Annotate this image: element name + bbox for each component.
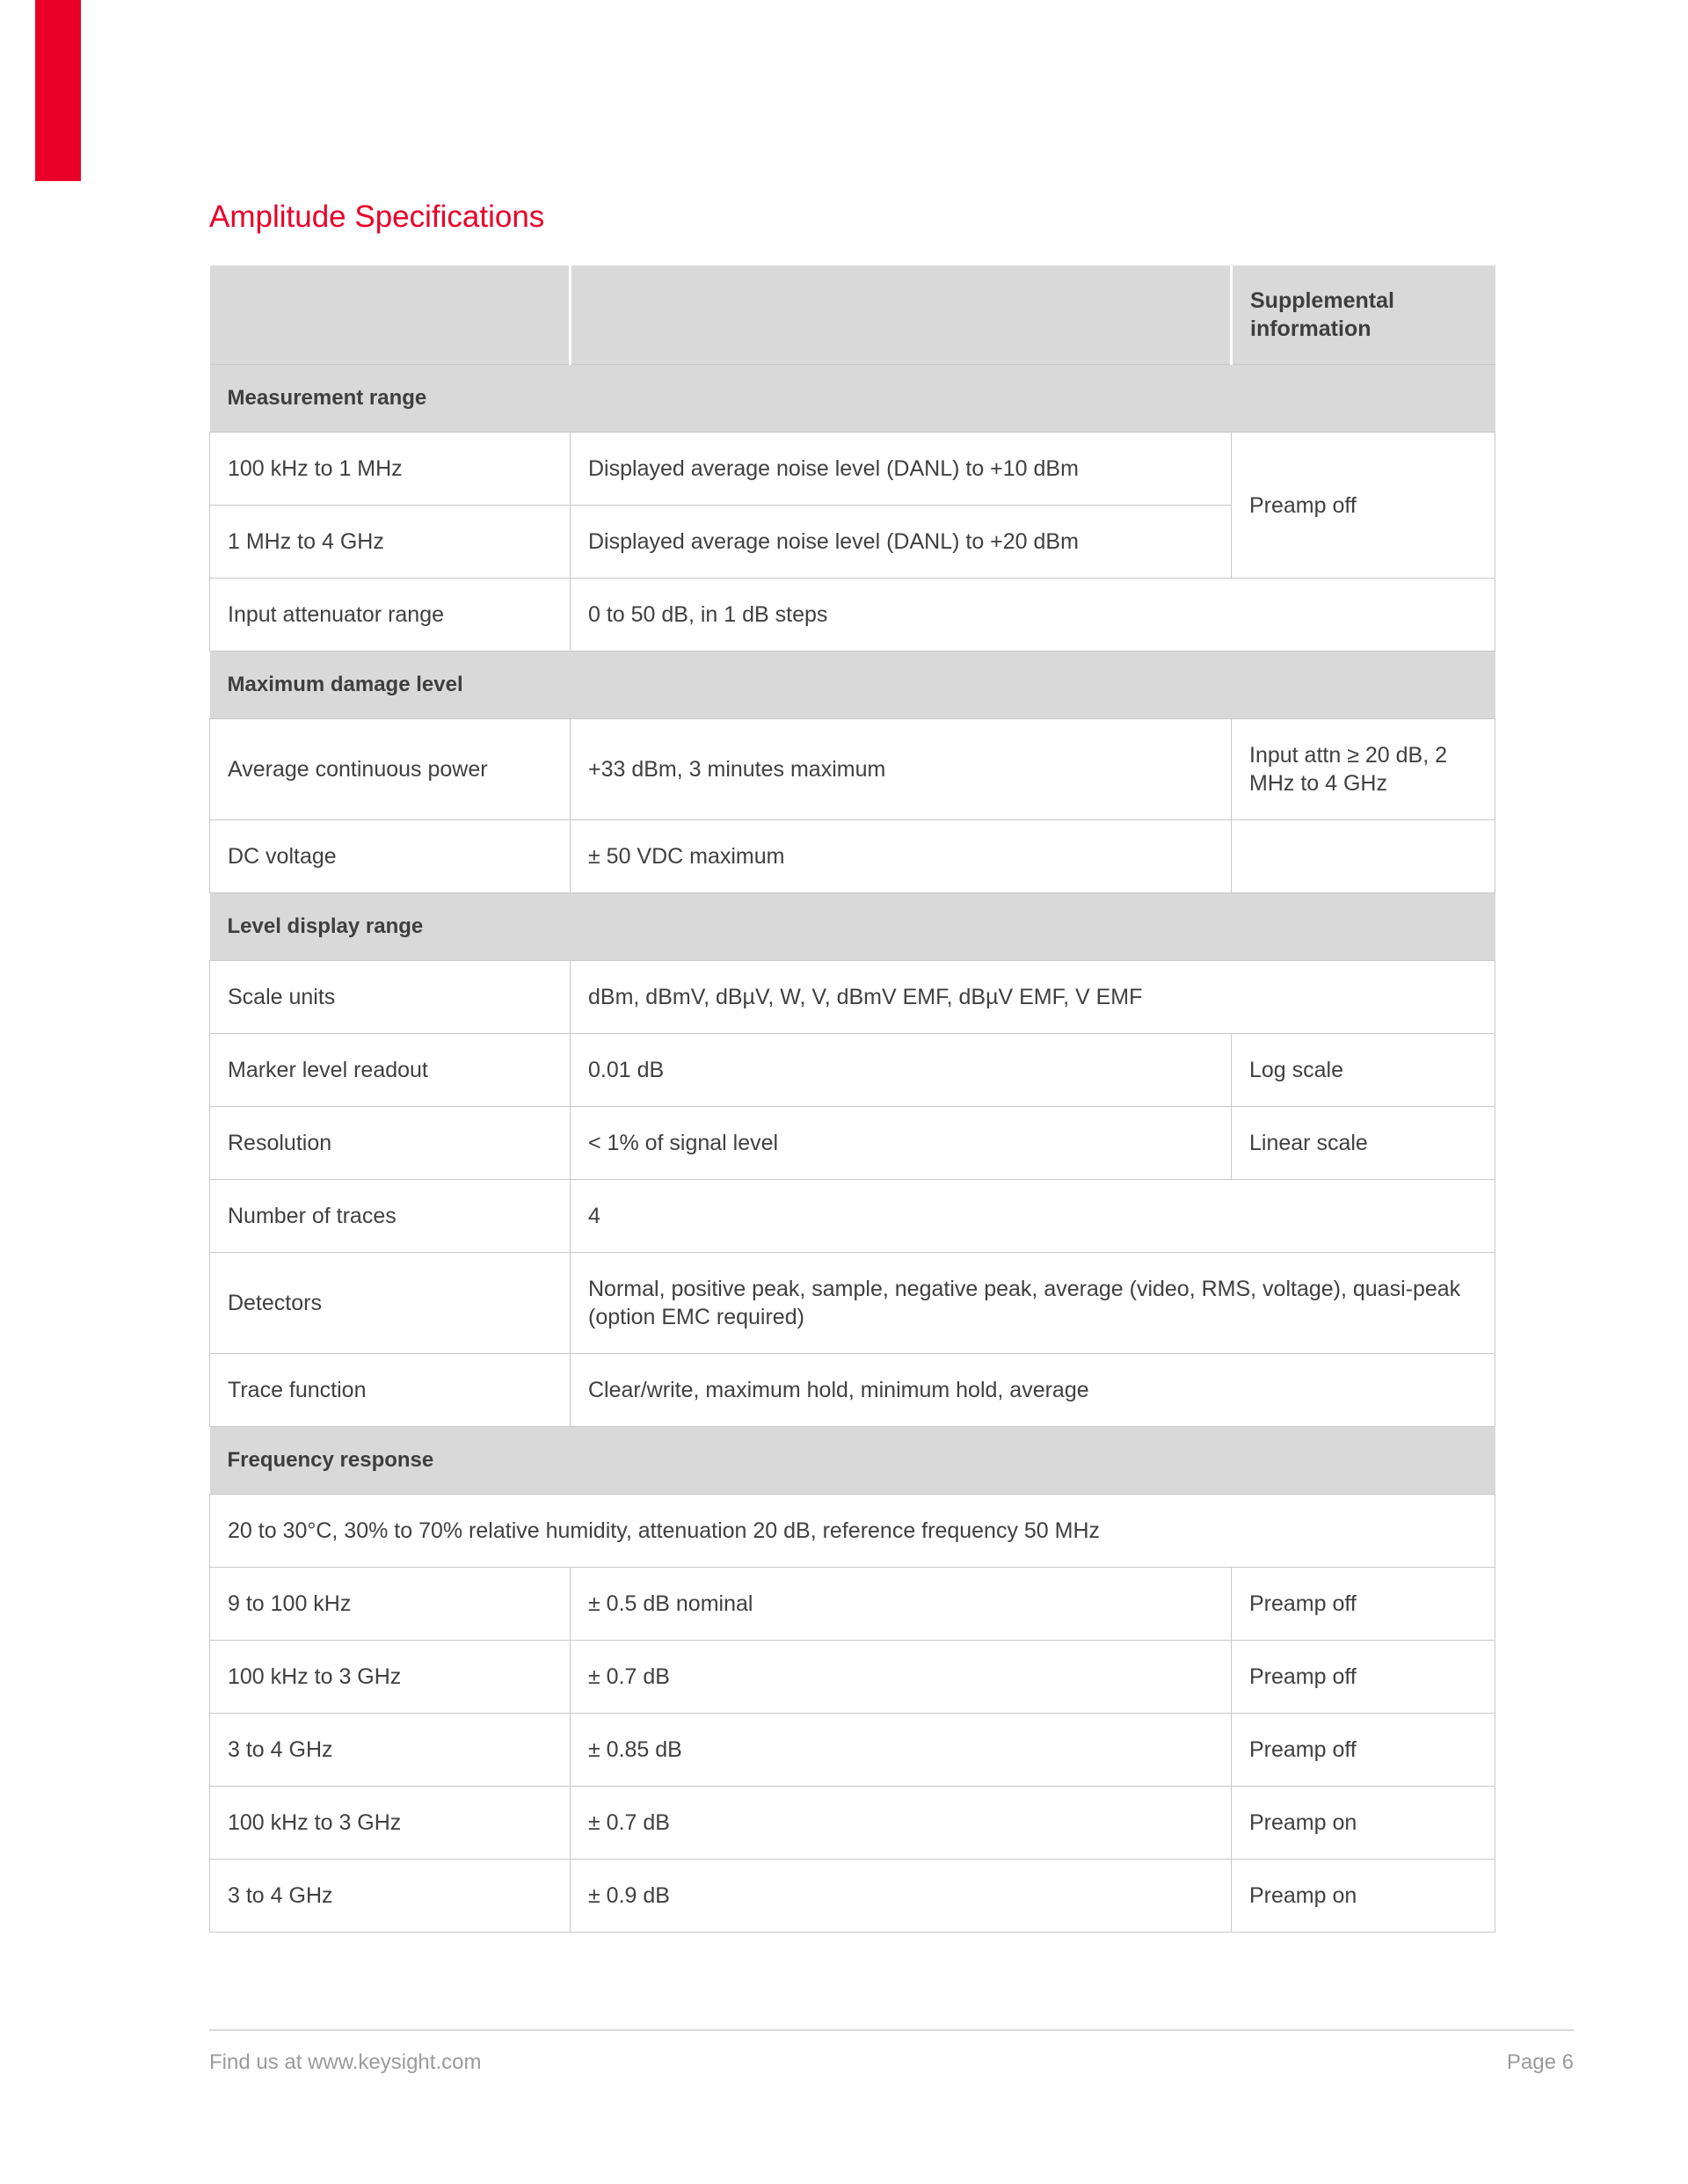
value-cell: ± 0.7 dB (571, 1641, 1232, 1714)
table-row (210, 719, 1495, 820)
value-cell: 0 to 50 dB, in 1 dB steps (571, 579, 1495, 652)
param-cell: Number of traces (210, 1180, 571, 1253)
table-row (210, 1107, 1495, 1180)
value-cell: 4 (571, 1180, 1495, 1253)
value-cell: Displayed average noise level (DANL) to +10 dBm (571, 433, 1232, 506)
value-cell: Displayed average noise level (DANL) to +20 dBm (571, 506, 1232, 579)
page-footer (209, 2029, 1574, 2075)
section-row-level-display-range (210, 893, 1495, 961)
param-cell: Resolution (210, 1107, 571, 1180)
supplemental-cell: Preamp off (1232, 1714, 1495, 1787)
param-cell: 3 to 4 GHz (210, 1860, 571, 1933)
param-cell: Average continuous power (210, 719, 571, 820)
table-row (210, 579, 1495, 652)
table-row (210, 820, 1495, 893)
section-row-frequency-response (210, 1427, 1495, 1495)
table-row (210, 1034, 1495, 1107)
table-row (210, 433, 1495, 506)
table-header-row (210, 266, 1495, 365)
supplemental-cell: Preamp off (1232, 1641, 1495, 1714)
section-row-maximum-damage-level (210, 652, 1495, 719)
table-row (210, 1354, 1495, 1427)
supplemental-cell: Log scale (1232, 1034, 1495, 1107)
value-cell: Clear/write, maximum hold, minimum hold, average (571, 1354, 1495, 1427)
value-cell: dBm, dBmV, dBµV, W, V, dBmV EMF, dBµV EMF, V EMF (571, 961, 1495, 1034)
table-row (210, 1568, 1495, 1641)
table-row (210, 1180, 1495, 1253)
param-cell: DC voltage (210, 820, 571, 893)
footer-find-us-prefix: Find us at (209, 2050, 309, 2074)
section-label: Level display range (210, 893, 1495, 961)
header-cell-supplemental: Supplemental information (1232, 266, 1495, 365)
page-title: Amplitude Specifications (209, 200, 545, 234)
section-label: Measurement range (210, 365, 1495, 433)
value-cell: ± 0.85 dB (571, 1714, 1232, 1787)
supplemental-cell: Preamp off (1232, 433, 1495, 579)
header-cell-empty-2 (571, 266, 1232, 365)
value-cell: ± 0.7 dB (571, 1787, 1232, 1860)
param-cell: Detectors (210, 1253, 571, 1354)
table-row (210, 1253, 1495, 1354)
keysight-website-link[interactable]: www.keysight.com (308, 2050, 482, 2074)
table-row (210, 1787, 1495, 1860)
table-row (210, 1714, 1495, 1787)
table-row (210, 1860, 1495, 1933)
footer-find-us (209, 2050, 481, 2075)
value-cell: 0.01 dB (571, 1034, 1232, 1107)
page-number: Page 6 (1506, 2050, 1574, 2074)
param-cell: Trace function (210, 1354, 571, 1427)
value-cell: ± 0.5 dB nominal (571, 1568, 1232, 1641)
supplemental-cell: Preamp on (1232, 1860, 1495, 1933)
param-cell: 100 kHz to 1 MHz (210, 433, 571, 506)
param-cell: 100 kHz to 3 GHz (210, 1641, 571, 1714)
param-cell: 3 to 4 GHz (210, 1714, 571, 1787)
value-cell: ± 50 VDC maximum (571, 820, 1232, 893)
param-cell: 9 to 100 kHz (210, 1568, 571, 1641)
supplemental-cell: Linear scale (1232, 1107, 1495, 1180)
value-cell: ± 0.9 dB (571, 1860, 1232, 1933)
param-cell: 1 MHz to 4 GHz (210, 506, 571, 579)
supplemental-cell: Input attn ≥ 20 dB, 2 MHz to 4 GHz (1232, 719, 1495, 820)
amplitude-specifications-table (209, 266, 1495, 1933)
param-cell: 100 kHz to 3 GHz (210, 1787, 571, 1860)
conditions-cell: 20 to 30°C, 30% to 70% relative humidity, attenuation 20 dB, reference frequency 50 MHz (210, 1495, 1495, 1568)
supplemental-cell: Preamp on (1232, 1787, 1495, 1860)
value-cell: < 1% of signal level (571, 1107, 1232, 1180)
value-cell: Normal, positive peak, sample, negative peak, average (video, RMS, voltage), quasi-peak (option EMC required) (571, 1253, 1495, 1354)
param-cell: Input attenuator range (210, 579, 571, 652)
section-label: Maximum damage level (210, 652, 1495, 719)
keysight-red-corner-mark (35, 0, 81, 181)
supplemental-cell (1232, 820, 1495, 893)
param-cell: Marker level readout (210, 1034, 571, 1107)
header-cell-empty-1 (210, 266, 571, 365)
value-cell: +33 dBm, 3 minutes maximum (571, 719, 1232, 820)
table-row (210, 961, 1495, 1034)
table-row (210, 1495, 1495, 1568)
page-content (209, 0, 1495, 1933)
table-row (210, 1641, 1495, 1714)
section-label: Frequency response (210, 1427, 1495, 1495)
supplemental-cell: Preamp off (1232, 1568, 1495, 1641)
param-cell: Scale units (210, 961, 571, 1034)
section-row-measurement-range (210, 365, 1495, 433)
